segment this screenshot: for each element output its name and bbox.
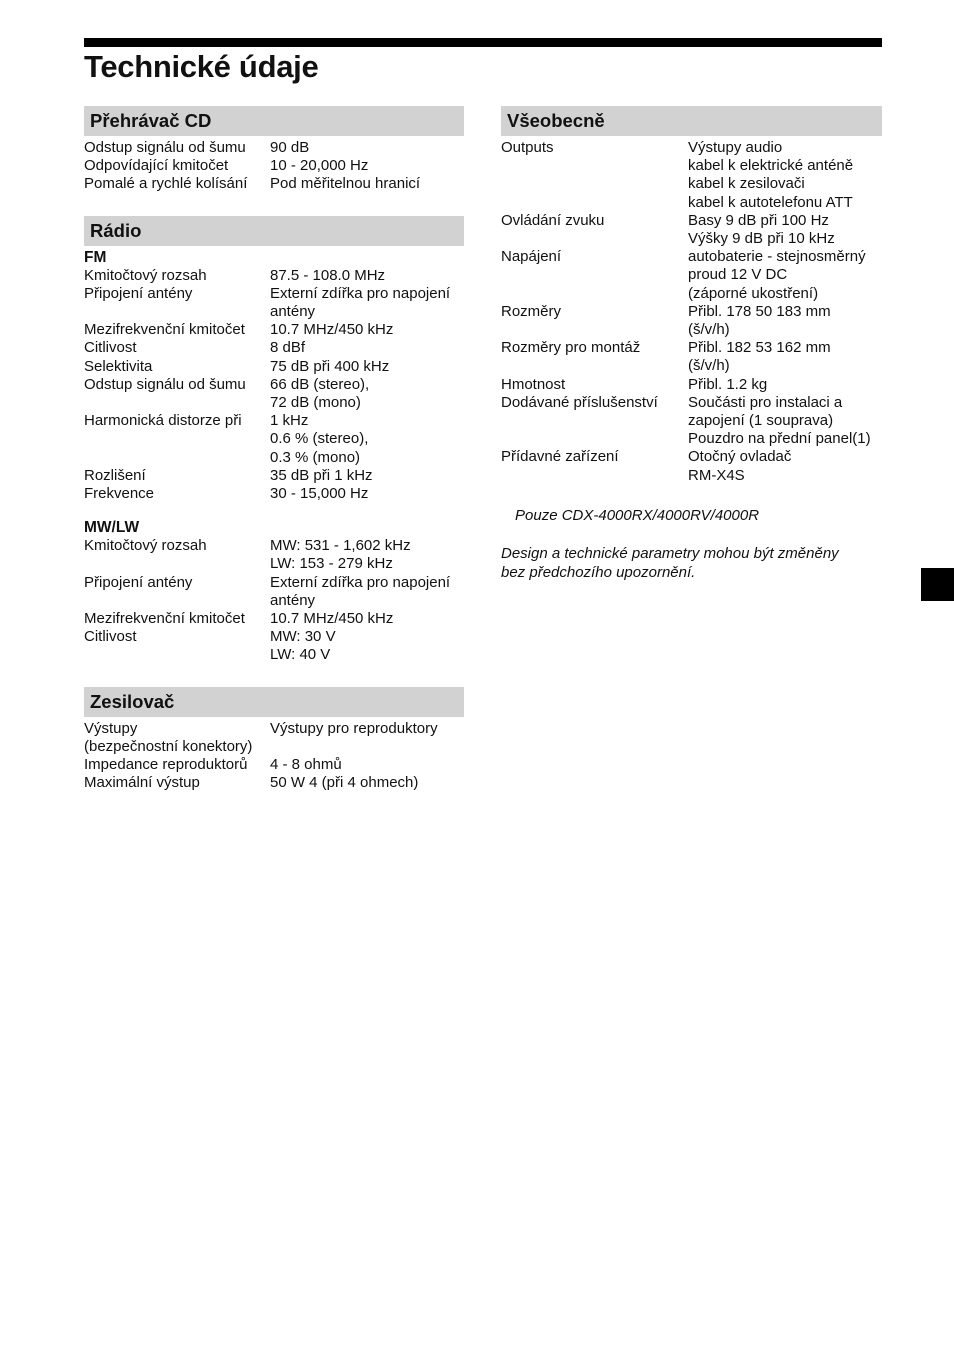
- section-cd-player: [84, 106, 464, 194]
- spec-label: Výstupy: [84, 719, 138, 737]
- mwlw-spec-table: [84, 537, 464, 664]
- subheading-fm: FM: [84, 248, 107, 266]
- subheading-mwlw: MW/LW: [84, 519, 140, 537]
- spec-value: Otočný ovladač RM-X4S: [688, 448, 792, 484]
- spec-label: Rozměry pro montáž: [501, 339, 641, 357]
- spec-row: [501, 303, 882, 339]
- section-heading-general: Všeobecně: [501, 106, 882, 136]
- spec-value: 10 - 20,000 Hz: [270, 157, 369, 175]
- spec-row: [501, 212, 882, 248]
- amp-spec-table: [84, 720, 464, 793]
- spec-row: [84, 774, 464, 792]
- general-spec-table: [501, 139, 882, 485]
- spec-value: 66 dB (stereo), 72 dB (mono): [270, 375, 370, 412]
- spec-label: Přídavné zařízení: [501, 448, 619, 466]
- spec-row: [84, 537, 464, 573]
- spec-row: [84, 574, 464, 610]
- spec-row: [501, 248, 882, 303]
- spec-row: [84, 175, 464, 193]
- spec-row: [84, 358, 464, 376]
- spec-row: [84, 738, 464, 756]
- spec-label: Frekvence: [84, 485, 155, 503]
- spec-value: [270, 738, 464, 756]
- spec-row: [501, 139, 882, 212]
- spec-label: Outputs: [501, 139, 554, 156]
- spec-value: 35 dB při 1 kHz: [270, 466, 373, 484]
- spec-label: Mezifrekvenční kmitočet: [84, 321, 245, 339]
- spec-label: Citlivost: [84, 339, 137, 357]
- spec-value: 4 - 8 ohmů: [270, 756, 342, 774]
- disclaimer-line: Design a technické parametry mohou být změněny: [501, 545, 839, 563]
- spec-value: autobaterie - stejnosměrný proud 12 V DC (záporné ukostření): [688, 248, 866, 302]
- section-radio: [84, 216, 464, 665]
- spec-label: Kmitočtový rozsah: [84, 266, 207, 284]
- fm-spec-table: [84, 267, 464, 504]
- spec-label: Impedance reproduktorů: [84, 756, 248, 774]
- spec-row: [84, 376, 464, 412]
- page-title: Technické údaje: [84, 49, 319, 84]
- spec-label: Selektivita: [84, 357, 153, 375]
- spec-label: Rozměry: [501, 302, 562, 320]
- spec-label: Napájení: [501, 248, 562, 266]
- spec-value: Pod měřitelnou hranicí: [270, 175, 421, 193]
- spec-value: 75 dB při 400 kHz: [270, 357, 390, 375]
- spec-label: Citlivost: [84, 628, 137, 646]
- cd-spec-table: [84, 139, 464, 194]
- spec-value: 30 - 15,000 Hz: [270, 485, 369, 503]
- spec-label: Odstup signálu od šumu: [84, 139, 246, 156]
- spec-label: Mezifrekvenční kmitočet: [84, 610, 245, 628]
- spec-row: [84, 412, 464, 467]
- spec-row: [84, 157, 464, 175]
- spec-row: [84, 321, 464, 339]
- section-heading-cd: Přehrávač CD: [84, 106, 464, 136]
- section-general: [501, 106, 882, 582]
- spec-label: Připojení antény: [84, 573, 193, 591]
- page-edge-tab: [921, 568, 954, 601]
- disclaimer-line: bez předchozího upozornění.: [501, 563, 696, 581]
- spec-value: Přibl. 1.2 kg: [688, 375, 768, 393]
- spec-value: MW: 30 V LW: 40 V: [270, 628, 336, 664]
- spec-value: Součásti pro instalaci a zapojení (1 souprava) Pouzdro na přední panel(1): [688, 393, 871, 448]
- right-column: [501, 106, 882, 604]
- spec-row: [501, 448, 882, 484]
- spec-row: [501, 339, 882, 375]
- spec-label: Harmonická distorze při: [84, 412, 242, 430]
- spec-label: Připojení antény: [84, 284, 193, 302]
- spec-value: Externí zdířka pro napojení antény: [270, 284, 451, 321]
- spec-label: Dodávané příslušenství: [501, 393, 658, 411]
- spec-value: 10.7 MHz/450 kHz: [270, 321, 394, 339]
- spec-value: Basy 9 dB při 100 Hz Výšky 9 dB při 10 kHz: [688, 211, 835, 248]
- spec-label: Odstup signálu od šumu: [84, 375, 246, 393]
- spec-row: [84, 756, 464, 774]
- section-amplifier: [84, 687, 464, 793]
- spec-row: [501, 376, 882, 394]
- spec-row: [84, 610, 464, 628]
- spec-value: 87.5 - 108.0 MHz: [270, 266, 386, 284]
- spec-label: Hmotnost: [501, 375, 566, 393]
- spec-row: [84, 467, 464, 485]
- spec-value: 90 dB: [270, 139, 310, 156]
- spec-row: [84, 485, 464, 503]
- spec-value: Externí zdířka pro napojení antény: [270, 573, 451, 609]
- title-rule: [84, 38, 882, 47]
- spec-value: Výstupy pro reproduktory: [270, 719, 438, 737]
- spec-value: Přibl. 182 53 162 mm (š/v/h): [688, 339, 831, 375]
- spec-value: Výstupy audio kabel k elektrické anténě kabel k zesilovači kabel k autotelefonu ATT: [688, 139, 854, 211]
- spec-row: [84, 285, 464, 321]
- spec-label: Ovládání zvuku: [501, 211, 605, 229]
- spec-label: Rozlišení: [84, 466, 146, 484]
- spec-row: [501, 394, 882, 449]
- section-heading-amplifier: Zesilovač: [84, 687, 464, 717]
- spec-label: Pomalé a rychlé kolísání: [84, 175, 248, 193]
- spec-value: Přibl. 178 50 183 mm (š/v/h): [688, 302, 831, 339]
- spec-value: MW: 531 - 1,602 kHz LW: 153 - 279 kHz: [270, 537, 411, 573]
- spec-row: [84, 720, 464, 738]
- spec-value: 10.7 MHz/450 kHz: [270, 610, 394, 628]
- model-note: Pouze CDX-4000RX/4000RV/4000R: [515, 506, 760, 524]
- spec-label: Kmitočtový rozsah: [84, 537, 207, 555]
- spec-row: [84, 267, 464, 285]
- left-column: [84, 106, 464, 814]
- spec-value: 1 kHz 0.6 % (stereo), 0.3 % (mono): [270, 412, 369, 466]
- spec-value: 8 dBf: [270, 339, 306, 357]
- spec-label: Maximální výstup: [84, 774, 200, 792]
- section-heading-radio: Rádio: [84, 216, 464, 246]
- spec-row: [84, 339, 464, 357]
- spec-label: Odpovídající kmitočet: [84, 157, 229, 175]
- spec-row: [84, 628, 464, 664]
- spec-label: (bezpečnostní konektory): [84, 737, 253, 755]
- spec-row: [84, 139, 464, 157]
- disclaimer-note: [501, 545, 882, 582]
- spec-value: 50 W 4 (při 4 ohmech): [270, 774, 419, 792]
